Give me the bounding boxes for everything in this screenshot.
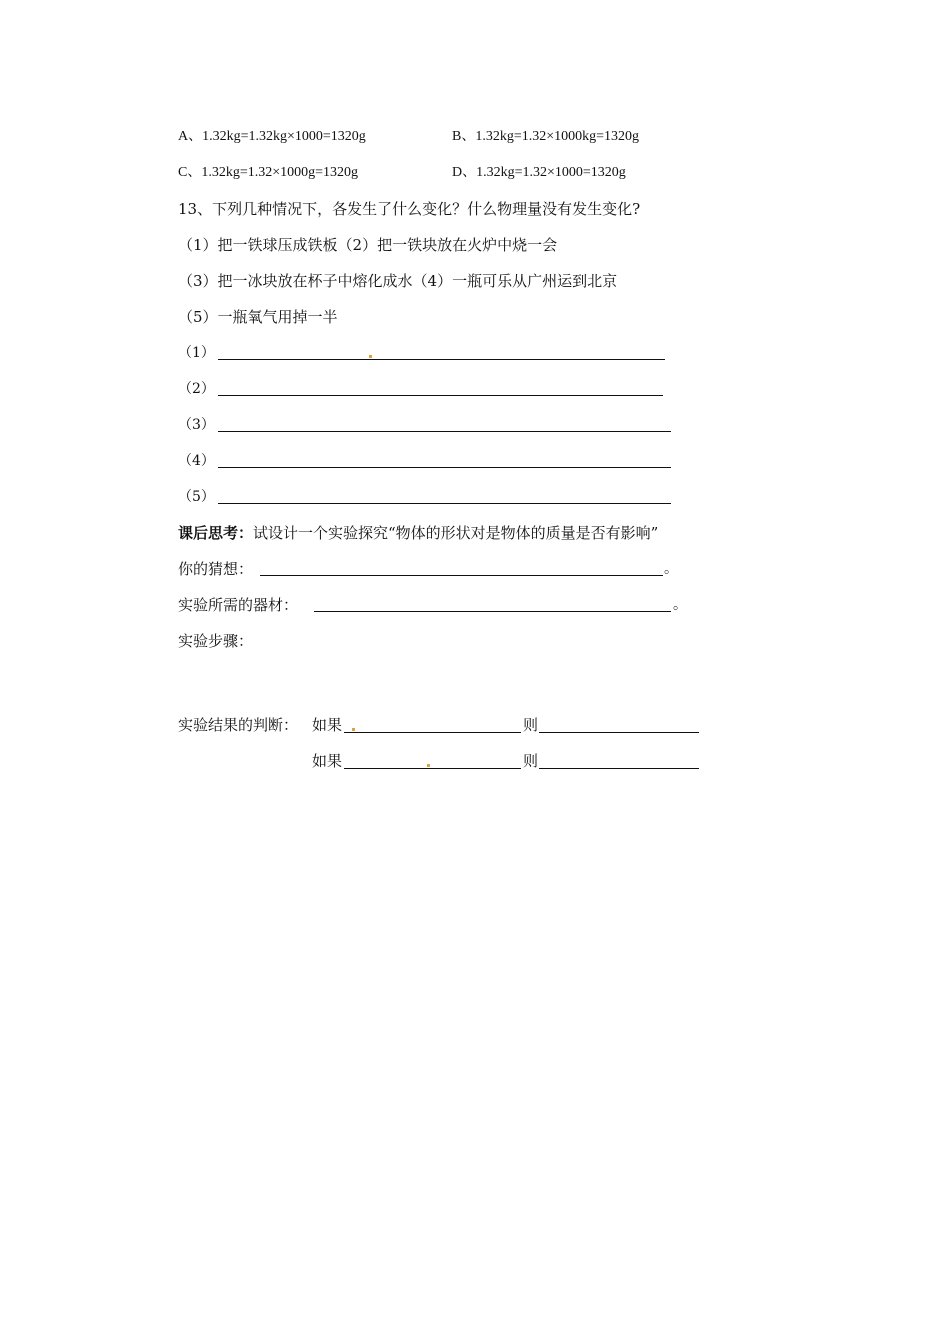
thinking-prompt: 试设计一个实验探究“物体的形状对是物体的质量是否有影响” [253, 524, 659, 542]
option-d: D、1.32kg=1.32×1000=1320g [452, 165, 626, 180]
if-label-2: 如果 [312, 752, 343, 770]
answer-label-1: （1） [178, 345, 215, 361]
answer-blank-5[interactable] [218, 503, 671, 504]
steps-label: 实验步骤： [178, 632, 254, 650]
answer-blank-1[interactable] [218, 359, 665, 360]
thinking-heading: 课后思考： [178, 524, 254, 542]
option-b: B、1.32kg=1.32×1000kg=1320g [452, 129, 640, 144]
answer-blank-4[interactable] [218, 467, 671, 468]
answer-label-4: （4） [178, 453, 215, 469]
guess-label: 你的猜想： [178, 560, 254, 578]
question-13-case-3-4: （3）把一冰块放在杯子中熔化成水（4）一瓶可乐从广州运到北京 [178, 272, 618, 290]
question-13-case-5: （5）一瓶氧气用掉一半 [178, 308, 338, 326]
guess-end: 。 [664, 561, 678, 577]
if-blank-2[interactable] [344, 768, 521, 769]
answer-label-3: （3） [178, 417, 215, 433]
if-blank-1[interactable] [344, 732, 521, 733]
answer-label-2: （2） [178, 381, 215, 397]
then-blank-1[interactable] [539, 732, 699, 733]
then-label-2: 则 [523, 752, 539, 770]
materials-blank[interactable] [314, 611, 671, 612]
mark-dot [369, 355, 372, 358]
then-blank-2[interactable] [539, 768, 699, 769]
mark-dot [352, 728, 355, 731]
mark-dot [427, 764, 430, 767]
guess-blank[interactable] [260, 575, 663, 576]
materials-label: 实验所需的器材： [178, 596, 299, 614]
option-a: A、1.32kg=1.32kg×1000=1320g [178, 129, 366, 144]
question-13-case-1-2: （1）把一铁球压成铁板（2）把一铁块放在火炉中烧一会 [178, 236, 558, 254]
answer-blank-2[interactable] [218, 395, 663, 396]
materials-end: 。 [673, 597, 687, 613]
question-13-stem: 13、下列几种情况下，各发生了什么变化？什么物理量没有发生变化? [178, 200, 641, 218]
answer-label-5: （5） [178, 489, 215, 505]
thinking-line [178, 523, 658, 543]
option-c: C、1.32kg=1.32×1000g=1320g [178, 165, 359, 180]
if-label-1: 如果 [312, 716, 343, 734]
result-label: 实验结果的判断： [178, 716, 299, 734]
answer-blank-3[interactable] [218, 431, 671, 432]
then-label-1: 则 [523, 716, 539, 734]
